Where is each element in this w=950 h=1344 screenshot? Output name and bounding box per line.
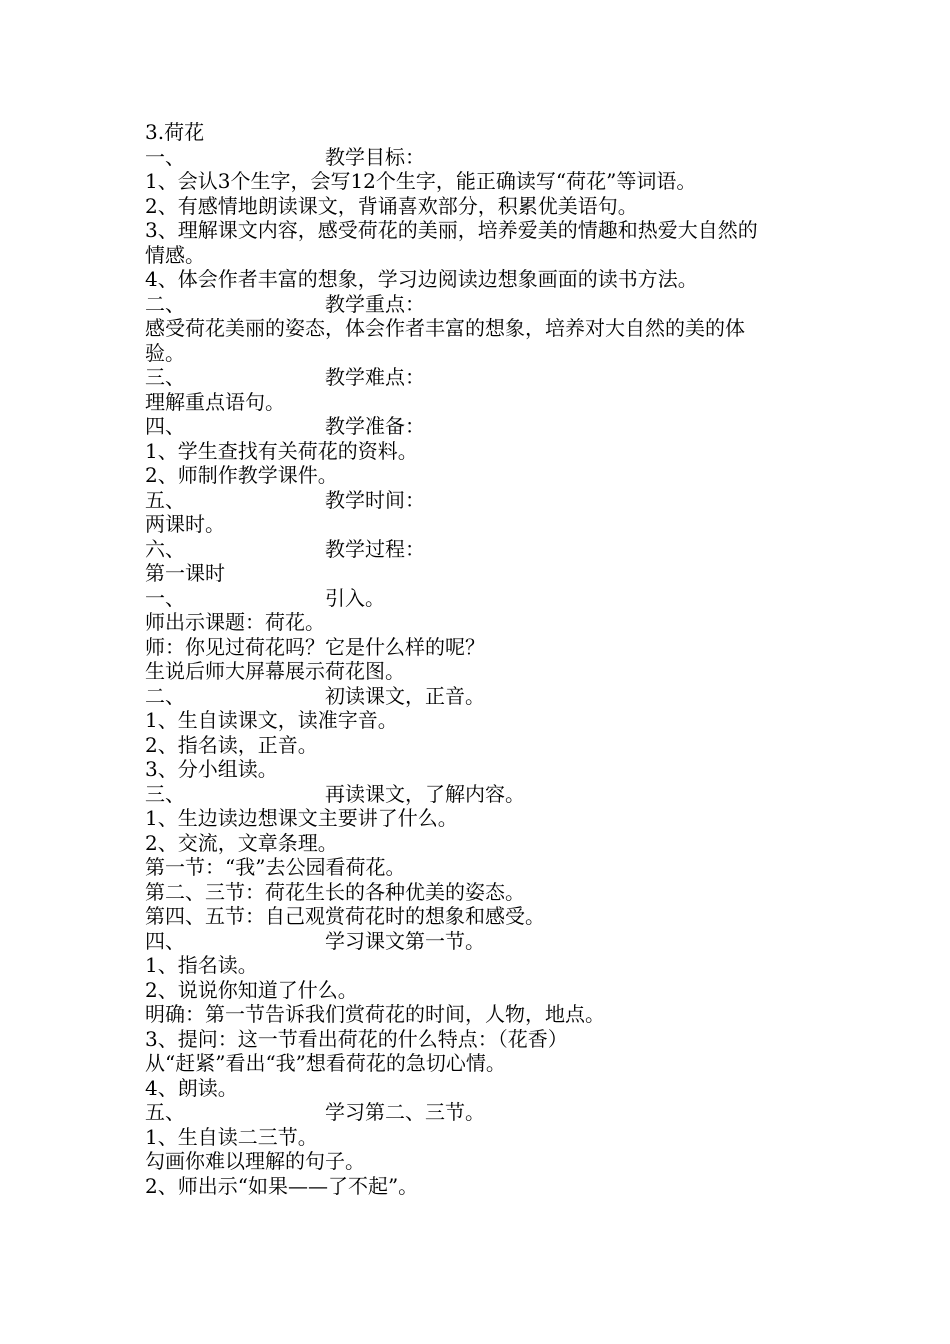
text-line: 3、理解课文内容，感受荷花的美丽，培养爱美的情趣和热爱大自然的 [145,218,758,242]
text-line: 第一节：“我”去公园看荷花。 [145,855,406,879]
text-line: 4、体会作者丰富的想象，学习边阅读边想象画面的读书方法。 [145,267,698,291]
section-heading [145,488,825,513]
document-title: 3.荷花 [145,120,205,144]
section-number: 三、 [145,365,185,389]
section-heading [145,586,825,611]
section-heading [145,145,825,170]
section-heading [145,365,825,390]
section-title: 教学目标： [325,144,425,169]
section-title: 引入。 [325,585,385,610]
text-line: 明确：第一节告诉我们赏荷花的时间，人物，地点。 [145,1002,605,1026]
text-line: 两课时。 [145,512,225,536]
section-heading [145,929,825,954]
section-heading [145,782,825,807]
section-title: 教学准备： [325,414,425,438]
section-number: 一、 [145,585,185,610]
text-line: 2、师制作教学课件。 [145,463,338,487]
section-number: 一、 [145,144,185,169]
text-line: 师出示课题：荷花。 [145,610,325,634]
section-number: 二、 [145,683,185,708]
section-heading [145,1100,825,1125]
section-number: 三、 [145,781,185,806]
text-line: 2、说说你知道了什么。 [145,977,358,1002]
document-body [145,145,825,1199]
section-title: 教学难点： [325,365,425,389]
text-line: 1、生边读边想课文主要讲了什么。 [145,806,458,830]
section-title: 再读课文，了解内容。 [325,781,525,806]
text-line: 1、生自读课文，读准字音。 [145,708,398,732]
text-line: 第二、三节：荷花生长的各种优美的姿态。 [145,879,525,904]
text-line: 1、会认3个生字，会写12个生字，能正确读写“荷花”等词语。 [145,169,697,193]
section-heading [145,292,825,317]
section-number: 五、 [145,487,185,512]
text-line: 生说后师大屏幕展示荷花图。 [145,659,405,683]
text-line: 感受荷花美丽的姿态，体会作者丰富的想象，培养对大自然的美的体 [145,316,745,340]
section-title: 教学过程： [325,536,425,561]
text-line: 2、有感情地朗读课文，背诵喜欢部分，积累优美语句。 [145,193,638,218]
section-heading [145,414,825,439]
section-title: 教学重点： [325,291,425,316]
section-title: 教学时间： [325,487,425,512]
text-line: 第四、五节：自己观赏荷花时的想象和感受。 [145,904,545,928]
section-number: 四、 [145,414,185,438]
section-heading [145,684,825,709]
section-number: 五、 [145,1100,185,1124]
text-line: 理解重点语句。 [145,389,285,414]
text-line: 2、师出示“如果——了不起”。 [145,1173,419,1198]
section-title: 初读课文，正音。 [325,683,485,708]
text-line: 1、生自读二三节。 [145,1124,318,1149]
text-line: 1、学生查找有关荷花的资料。 [145,438,418,463]
text-line: 情感。 [145,242,205,267]
text-line: 勾画你难以理解的句子。 [145,1149,365,1173]
document-page [145,120,825,1198]
text-line: 2、交流，文章条理。 [145,830,338,855]
section-number: 六、 [145,536,185,561]
text-line: 第一课时 [145,561,225,585]
section-number: 四、 [145,928,185,953]
text-line: 验。 [145,340,185,365]
section-heading [145,537,825,562]
text-line: 从“赶紧”看出“我”想看荷花的急切心情。 [145,1051,506,1075]
text-line: 2、指名读，正音。 [145,732,318,757]
text-line: 3、分小组读。 [145,757,278,781]
section-number: 二、 [145,291,185,316]
text-line: 师：你见过荷花吗？它是什么样的呢？ [145,634,485,659]
text-line: 4、朗读。 [145,1075,238,1100]
text-line: 3、提问：这一节看出荷花的什么特点：（花香） [145,1026,568,1051]
section-title: 学习课文第一节。 [325,928,485,953]
text-line: 1、指名读。 [145,953,258,977]
section-title: 学习第二、三节。 [325,1100,485,1124]
